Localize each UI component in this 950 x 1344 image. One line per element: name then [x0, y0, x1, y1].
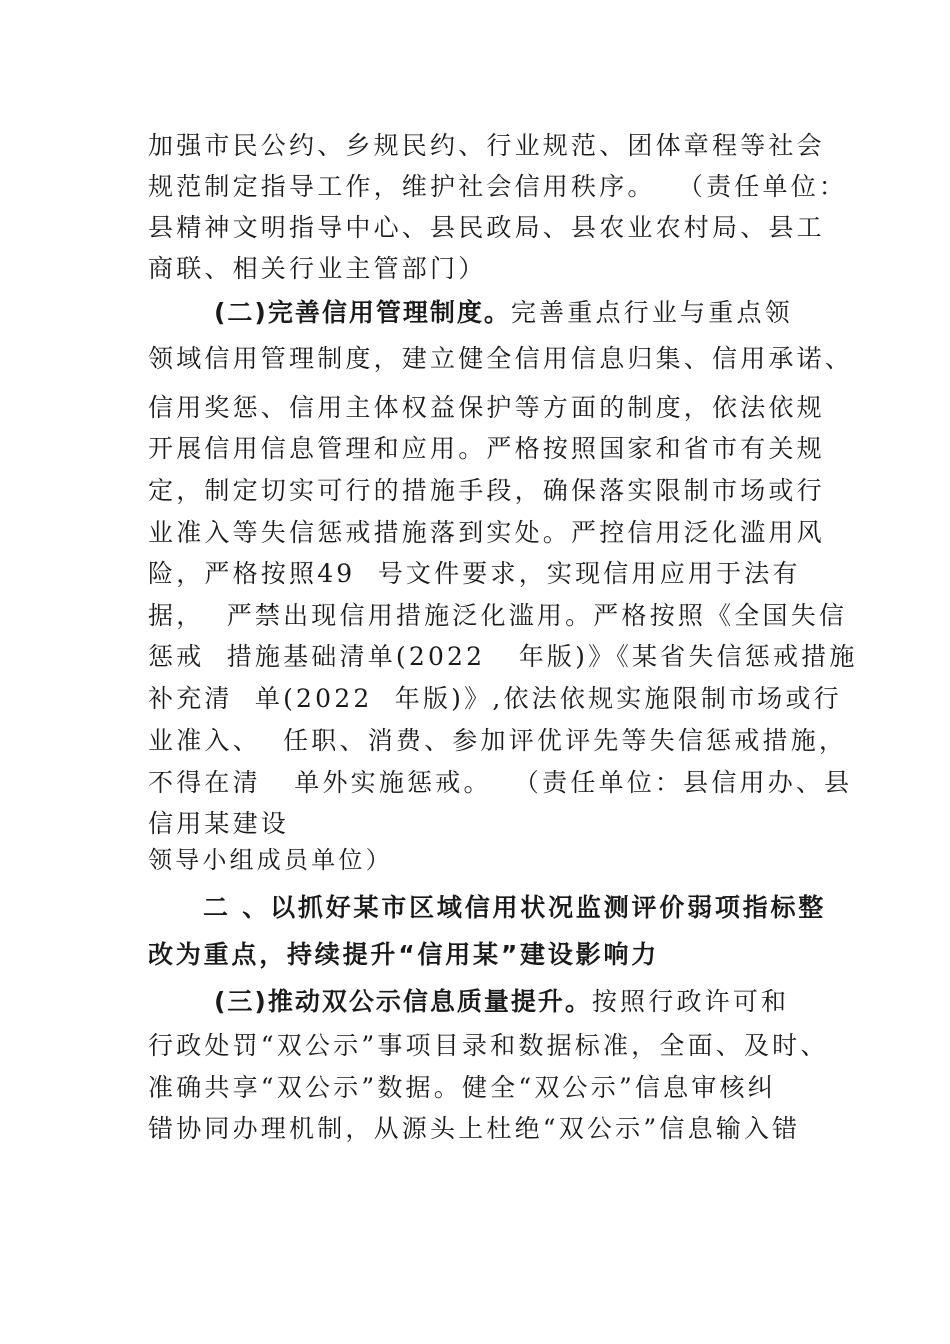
paragraph-heading: (三)推动双公示信息质量提升。 — [214, 987, 592, 1016]
paragraph-text: 完善重点行业与重点领 — [510, 298, 793, 327]
text-line: 业准入等失信惩戒措施落到实处。严控信用泛化滥用风 — [148, 518, 825, 547]
paragraph-text: 按照行政许可和 — [591, 987, 790, 1016]
section-heading-line-2: 改为重点，持续提升“信用某”建设影响力 — [148, 940, 660, 969]
text-line: 错协同办理机制，从源头上杜绝“双公示”信息输入错 — [148, 1114, 801, 1143]
text-line: 规范制定指导工作，维护社会信用秩序。 （责任单位： — [148, 172, 848, 201]
text-line: 业准入、 任职、消费、参加评优评先等失信惩戒措施， — [148, 726, 848, 755]
section-heading-line-1: 二 、以抓好某市区域信用状况监测评价弱项指标整 — [203, 893, 827, 922]
text-line: 领域信用管理制度，建立健全信用信息归集、信用承诺、 — [148, 344, 854, 373]
text-line: 定，制定切实可行的措施手段，确保落实限制市场或行 — [148, 476, 825, 505]
text-line: 险，严格按照49 号文件要求，实现信用应用于法有 — [148, 559, 801, 588]
text-line: 加强市民公约、乡规民约、行业规范、团体章程等社会 — [148, 131, 825, 160]
text-line: 信用奖惩、信用主体权益保护等方面的制度，依法依规 — [148, 393, 825, 422]
text-line: 商联、相关行业主管部门） — [148, 254, 487, 283]
text-line: 惩戒 措施基础清单(2022 年版)》《某省失信惩戒措施 — [148, 642, 858, 671]
text-line: 不得在清 单外实施惩戒。 （责任单位：县信用办、县 — [148, 768, 853, 797]
paragraph-heading: (二)完善信用管理制度。 — [214, 298, 511, 327]
text-line: 县精神文明指导中心、县民政局、县农业农村局、县工 — [148, 213, 825, 242]
text-line: 准确共享“双公示”数据。健全“双公示”信息审核纠 — [148, 1073, 776, 1102]
text-line: 据， 严禁出现信用措施泛化滥用。严格按照《全国失信 — [148, 601, 848, 630]
text-line: 补充清 单(2022 年版)》,依法依规实施限制市场或行 — [148, 684, 842, 713]
text-line: 领导小组成员单位） — [148, 846, 393, 874]
paragraph-heading-line — [214, 296, 793, 330]
text-line: 开展信用信息管理和应用。严格按照国家和省市有关规 — [148, 434, 825, 463]
text-line: 行政处罚“双公示”事项目录和数据标准，全面、及时、 — [148, 1031, 829, 1060]
paragraph-heading-line — [214, 985, 789, 1019]
text-line: 信用某建设 — [148, 809, 290, 838]
